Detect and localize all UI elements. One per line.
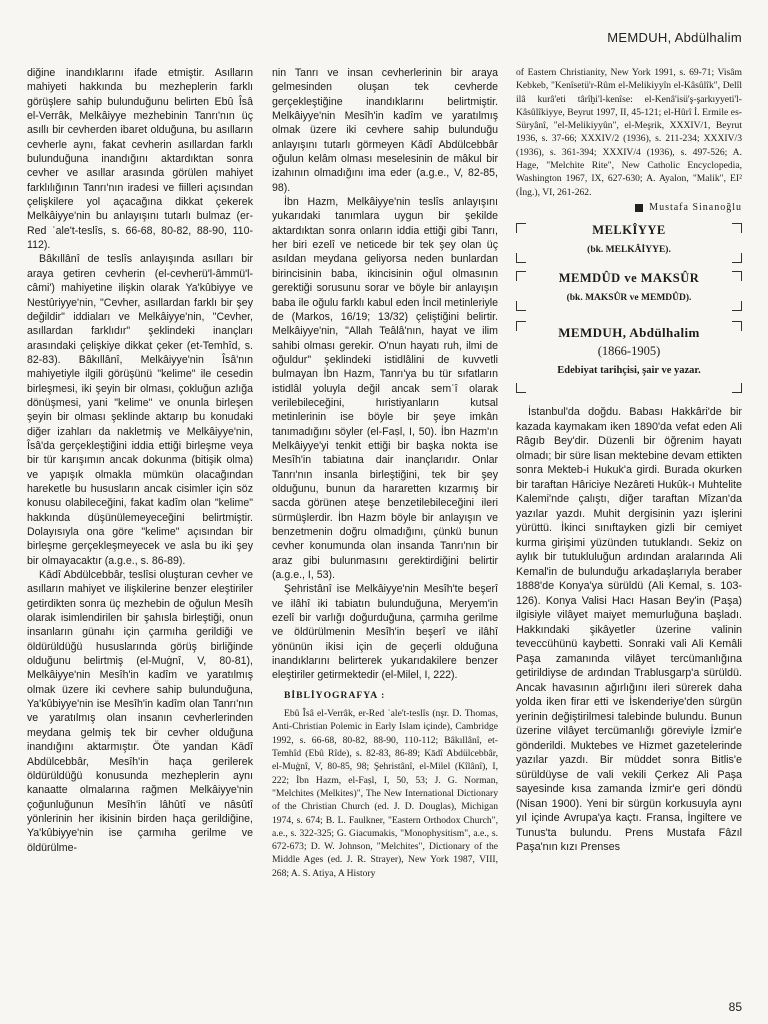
entry-reference: (bk. MAKSÛR ve MEMDÛD). (566, 292, 692, 303)
corner-mark-icon (516, 253, 526, 263)
entry-reference: (bk. MELKÂİYYE). (587, 244, 671, 255)
bibliography-heading: BİBLİYOGRAFYA : (284, 689, 386, 701)
bibliography-text: Ebû Îsâ el-Verrâk, er-Red ʿale't-teslîs (nşr. D. Thomas, Anti-Christian Polemic in Early Islam içinde), Cambridge 1992, s. 66-68, 80-82, 88-90, 110-112; Bâkıllânî, et-Temhîd (Ebû Rîde), s. 82-83, 86-89; Kādî Abdülcebbâr, el-Muġnî, V, 80-85, 98; Şehristânî, el-Milel (Kîlânî), I, 222; İbn Hazm, el-Faṣl, I, 50, 53; J. G. Norman, "Melchites (Melkites)", The New International Dictionary of the Christian Church (ed. J. D. Douglas), Michigan 1974, s. 674; B. L. Faulkner, "Eastern Orthodox Church", a.e., s. 322-325; G. Giacumakis, "Monophysitism", a.e., s. 672-673; D. W. Johnson, "Melchites", Dictionary of the Middle Ages (ed. J. R. Strayer), New York 1987, VIII, 268; A. S. Atiya, A History (272, 708, 498, 879)
article-dates: (1866-1905) (597, 343, 661, 358)
corner-mark-icon (516, 321, 526, 331)
author-name: Mustafa Sinanoğlu (649, 201, 742, 213)
corner-mark-icon (732, 271, 742, 281)
corner-mark-icon (516, 383, 526, 393)
article-heading (516, 321, 742, 393)
cross-reference-entry-melkiyye (516, 223, 742, 263)
paragraph: Şehristânî ise Melkâiyye'nin Mesîh'te beşerî ve ilâhî iki tabiatın bulunduğuna, Meryem'in ezelî bir varlığı doğurduğuna, çarmıha gerilme ve öldürülmenin Mesîh'in beşerî ve ilâhî yönünün ikisi için de geçerli olduğuna inandıklarını belirterek yukarıdakilere benzer eleştiriler getirmektedir (el-Milel, I, 222). (272, 583, 498, 682)
column-middle (272, 66, 498, 880)
corner-mark-icon (516, 271, 526, 281)
article-description: Edebiyat tarihçisi, şair ve yazar. (557, 365, 701, 376)
article-body: İstanbul'da doğdu. Babası Hakkâri'de bir kazada kaymakam iken 1890'da vefat eden Ali Râgıb Bey'dir. Düzenli bir öğrenim hayatı olmadı; bir süre lisan mektebine devam ettikten sonra Mekteb-i Hukuk'a girdi. Burada okurken bir taraftan Hâriciye Nezâreti Hukûk-ı Muhtelite Kalemi'nde çalıştı, diğer taraftan Mîzan'da yazılar yazdı. Muhit dergisinin yazı işlerini yürüttü. İkinci sınıftayken gizli bir cemiyet kurma girişimi yüzünden tutuklandı. Sekiz on aylık bir tutukluluğun ardından aralarında Ali Kemal'in de bulunduğu arkadaşlarıyla beraber 1888'de Konya'ya sürüldü (Ali Kemal, s. 103-126). Konya Valisi Hacı Hasan Bey'in (Paşa) ilgisiyle vilâyet maiyet memurluğuna başladı. Hakkındaki şikâyetler üzerine valinin teveccühünü kaybetti. Sonraki vali Ali Kemâli Paşa zamanında vilâyet tercümanlığına getirildiyse de ardından Trablusgarp'a sürüldü. Ancak havasının ağırlığını ileri sürerek daha yolda iken firar etti ve İskenderiye'den sürgün yerinin değiştirilmesi talebinde bulundu. Bunun üzerine vilâyet tercümanlığı göreviyle İzmir'e gönderildi. Muktebes ve Hizmet gazetelerinde yazılar yazdı. Bir müddet sonra Bitlis'e sürüldüyse de vali vekili Çerkez Ali Paşa sayesinde kısa zamanda İzmir'e geri döndü (Nisan 1900). Yeni bir sürgün korkusuyla aynı yıl içinde Avrupa'ya kaçtı. Fransa, İngiltere ve Tunus'ta bulundu. Prens Mustafa Fâzıl Paşa'nın kızı Prenses (516, 406, 742, 854)
column-left (27, 66, 253, 855)
corner-mark-icon (732, 321, 742, 331)
bibliography-continued: of Eastern Christianity, New York 1991, s. 69-71; Visâm Kebkeb, "Kenîsetü'r-Rûm el-Melikiyyîn el-Kâsûlîk", Delîl ilâ kurâ'eti târîḫi'l-kenîse: el-Kenâ'isü'ş-şarkıyyeti'l-Kâsûlîkiyye, Beyrut 1997, II, 45-121; el-Hûrî İ. Ermile es-Süryânî, "el-Melikiyyûn", el-Meşrik, XXXIV/1, Beyrut 1936, s. 37-66; XXXIV/2 (1936), s. 211-234; XXXIV/3 (1936), s. 361-394; XXXIV/4 (1936), s. 497-526; A. Hage, "Melchite Rite", New Catholic Encyclopedia, Washington 1967, IX, 627-630; A. Ayalon, "Malik", EI² (İng.), VI, 261-262. (516, 67, 742, 198)
article-title: MEMDUH, Abdülhalim (558, 325, 700, 341)
author-square-icon (635, 204, 643, 212)
corner-mark-icon (516, 223, 526, 233)
entry-title: MELKÎYYE (592, 223, 666, 238)
entry-title: MEMDÛD ve MAKSÛR (558, 271, 700, 286)
paragraph: Kādî Abdülcebbâr, teslîsi oluşturan cevher ve asılların mahiyet ve ilişkilerine benzer eleştiriler getirdikten sonra üç mezhebin de oğulun Mesîh olarak isimlendirilen bir şahısla birleştiği, onun insanların günahı için çarmıha gerildiği ve öldürüldüğü hususlarında görüş birliğinde olduğunu belirtmiş (el-Muġnî, V, 80-81), Melkâiyye'nin Mesîh'in kadîm ve yaratılmış olmak üzere iki cevhere sahip bulunduğuna, Ya'kûbiyye'nin ise Mesîh'in kadîm olan Tanrı'nın ve yaratılmış olan insanın cevherlerinden meydana gelmiş tek bir cevher olduğuna inandığını aktarmıştır. Öte yandan Kādî Abdülcebbâr, Mesîh'in haça gerilerek öldürüldüğü konusunda mezheplerin aynı kanaatte olmalarına rağmen Melkâiyye'nin çoğunluğunun Mesîh'in lâhûtî ve nâsûtî yönlerinin her ikisinin birden haça gerildiğine, Ya'kûbiyye'nin ise çarmıha gerilme ve öldürülme- (27, 569, 253, 854)
corner-mark-icon (732, 253, 742, 263)
column-right (516, 66, 742, 855)
corner-mark-icon (732, 223, 742, 233)
paragraph: diğine inandıklarını ifade etmiştir. Asılların mahiyeti hakkında bu mezheplerin farklı görüşlere sahip bulunduğunu belirten Ebû Îsâ el-Verrâk, Melkâiyye mezhebinin Tanrı'nın üç asıllı bir cevherden ibaret olduğuna, bu asılların cevherle aynı, fakat cevherin asıllardan farklı bulunduğuna inandığını aktardıktan sonra cevher ve asıllar arasında görülen mahiyet farklılığının Tanrı'nın iradesi ve fiilleri açısından çelişkilere yol açacağına dikkat çekerek Melkâiyye'nin bu anlayışını tutarlı bulmaz (er-Red ʿale't-teslîs, s. 66-68, 80-82, 88-90, 110-112). (27, 67, 253, 252)
article-author (516, 201, 742, 215)
corner-mark-icon (732, 383, 742, 393)
paragraph: Bâkıllânî de teslîs anlayışında asılları bir araya getiren cevherin (el-cevherü'l-âmmü'l-câmi') mahiyetine ilişkin olarak Ya'kûbiyye ve Nestûriyye'nin, "Cevher, asıllardan farklı bir şey değildir" iddiaları ve Melkâiyye'nin, "Cevher, asıllardan farklıdır" şeklindeki inançları arasındaki çelişkiye dikkat çeker (et-Temhîd, s. 82-83). Bâkıllânî, Melkâiyye'nin Îsâ'nın mahiyetiyle ilgili görüşünü "kelime" ile cesedin birleşmesi, iki şeyin bir olması, çokluğun azlığa dönüşmesi, yani "kelime" ve onunla birleşen şeyin bir olması şeklinde aktarıp bu konudaki diğer izahları da nakletmiş ve Melkâiyye'nin, Îsâ'da gerçekleştiğini iddia ettiği birleşme veya bir tür karışımın ancak dokunma (bitişik olma) ve yapışık olmakla mümkün olacağından hareketle bu hususların ancak cisimler için söz konusu olabileceğini, fakat kadîm olan "kelime" hakkında düşünülemeyeceğini belirtmiştir. Dolayısıyla ona göre "kelime" açısından bir birleşme gerçekleşmeyecek ve asla bu iki şey bir olmayacaktır (a.g.e., s. 86-89). (27, 253, 253, 567)
cross-reference-entry-memdud (516, 271, 742, 311)
page-number: 85 (728, 1000, 742, 1014)
paragraph: İbn Hazm, Melkâiyye'nin teslîs anlayışını yukarıdaki tanımlara uygun bir şekilde aktardıktan sonra onların iddia ettiği gibi Tanrı, her biri ezelî ve neticede bir tek şey olan üç asıldan meydana geliyorsa neden bunlardan birincisinin baba, ikincisinin oğul olmasının gerektiği sorusunu sorar ve böyle bir anlayışın baba ile oğulu farklı kabul eden İncil metinleriyle de (Markos, 16/19; 13/32) çeliştiğini belirtir. Melkâiyye'nin, "Allah Teâlâ'nın, hayat ve ilim sahibi olması gerekir. O'nun hayatı ruh, ilmi de oğuldur" şeklindeki istidlâlini de kuvvetli bulmayan İbn Hazm, Tanrı'ya bu tür sıfatların istidlâl yoluyla değil ancak semʿî olarak verilebileceğini, hıristiyanların kutsal metinlerinin ise böyle bir şeye imkân tanımadığını söyler (el-Faṣl, I, 50). İbn Hazm'ın Melkâiyye'yi tenkit ettiği bir başka nokta ise Mesîh'in tabiatına dair inançlarıdır. Onlar Tanrı'nın insanla birleştiğini, tek bir şey olduğunu, bunun da hararetten kızarmış bir sacda görünen ateşe benzetilebileceğini ileri sürmüşlerdir. İbn Hazm böyle bir anlayışın ve benzetmenin doğru olmadığını, çünkü bunun cevher konumunda olan insanda Tanrı'nın bir araz gibi bulunmasını gerektirdiğini belirtir (a.g.e., I, 53). (272, 196, 498, 582)
corner-mark-icon (516, 301, 526, 311)
corner-mark-icon (732, 301, 742, 311)
running-head: MEMDUH, Abdülhalim (607, 30, 742, 45)
paragraph: nin Tanrı ve insan cevherlerinin bir araya gelmesinden oluşan tek cevherde gerçekleştiğine inandıklarını belirtmiştir. Melkâiyye'nin Mesîh'in kadîm ve yaratılmış olmak üzere iki cevhere sahip bulunduğu anlayışını tutarlı görmeyen Kādî Abdülcebbâr oğulun kelâm olması meselesinin de mâkul bir izahının olmadığını ima eder (a.g.e., V, 82-85, 98). (272, 67, 498, 194)
